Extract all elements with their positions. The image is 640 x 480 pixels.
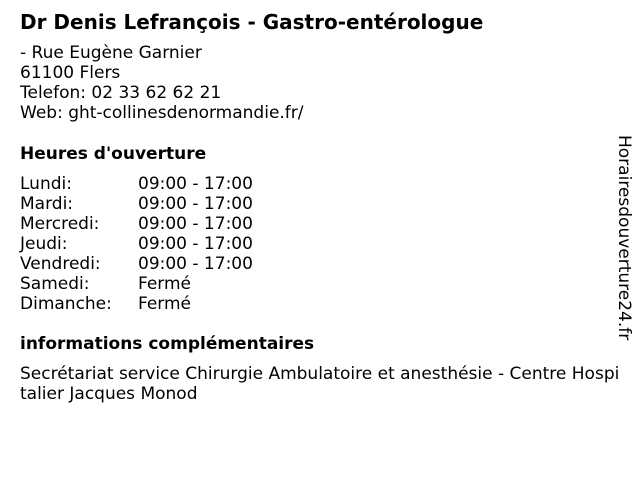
hours-row [20,194,253,214]
phone-number: Telefon: 02 33 62 62 21 [20,83,222,103]
hours-time: 09:00 - 17:00 [138,194,253,214]
hours-time: Fermé [138,274,192,294]
hours-row [20,174,253,194]
info-heading: informations complémentaires [20,334,315,354]
hours-day: Vendredi: [20,254,101,274]
hours-row [20,254,253,274]
hours-time: 09:00 - 17:00 [138,234,253,254]
hours-day: Samedi: [20,274,90,294]
info-text: Secrétariat service Chirurgie Ambulatoire et anesthésie - Centre Hospitalier Jacques Monod [20,364,620,404]
hours-day: Mardi: [20,194,74,214]
hours-time: 09:00 - 17:00 [138,174,253,194]
city-address: 61100 Flers [20,63,121,83]
hours-row [20,214,253,234]
hours-time: 09:00 - 17:00 [138,254,253,274]
hours-row [20,234,253,254]
address-block [20,43,304,123]
hours-row [20,294,253,314]
hours-table [20,174,253,314]
hours-day: Dimanche: [20,294,112,314]
hours-day: Lundi: [20,174,72,194]
side-brand-watermark: Horairesdouverture24.fr [614,135,634,341]
hours-day: Jeudi: [20,234,68,254]
hours-time: Fermé [138,294,192,314]
page-title: Dr Denis Lefrançois - Gastro-entérologue [20,10,484,34]
street-address: - Rue Eugène Garnier [20,43,202,63]
hours-row [20,274,253,294]
website: Web: ght-collinesdenormandie.fr/ [20,103,304,123]
hours-heading: Heures d'ouverture [20,144,207,164]
hours-day: Mercredi: [20,214,100,234]
hours-time: 09:00 - 17:00 [138,214,253,234]
